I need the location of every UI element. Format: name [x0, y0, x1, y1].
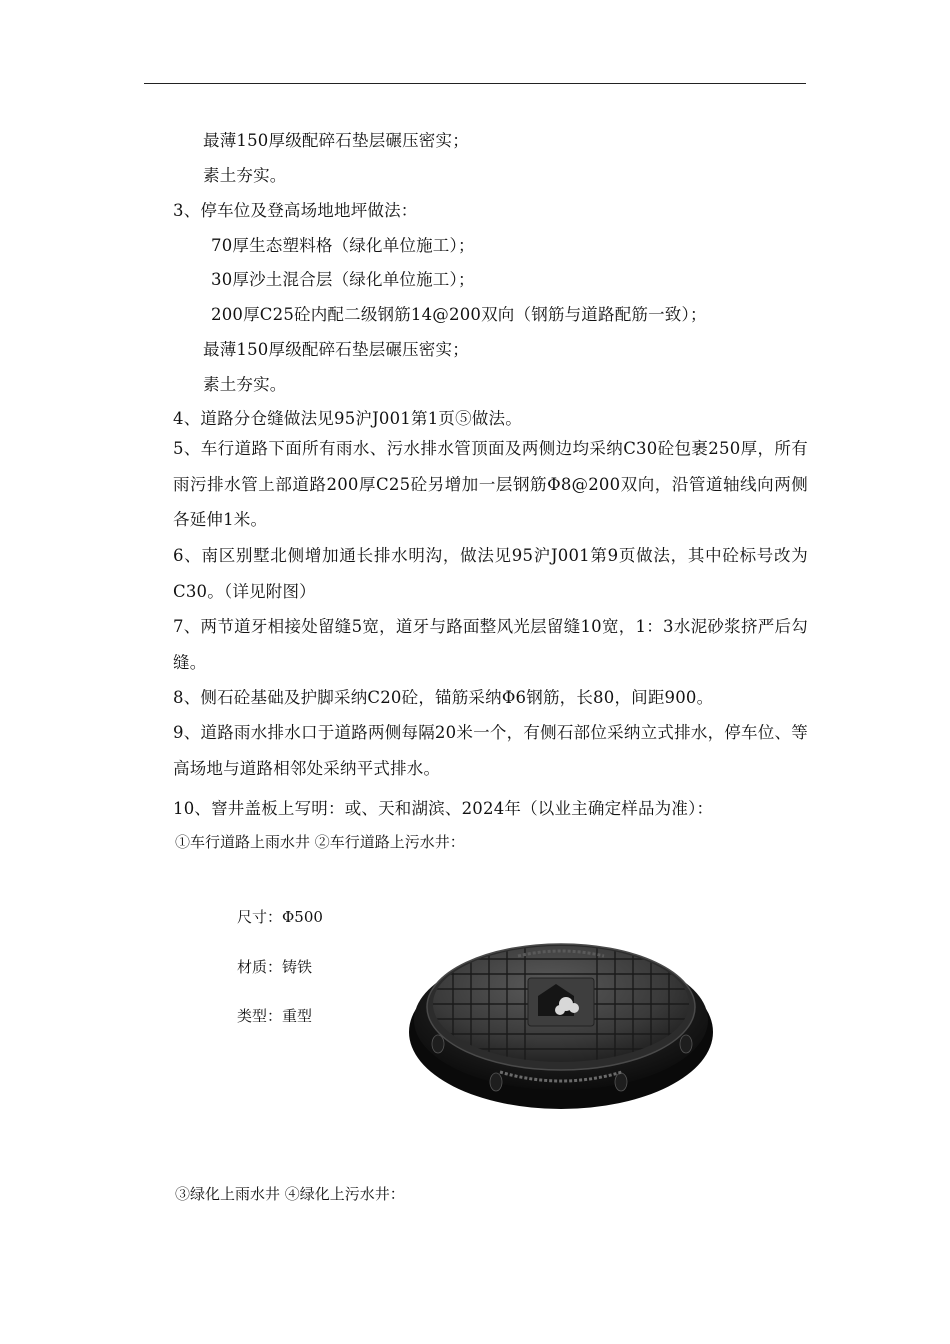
manhole-cover-image — [408, 934, 714, 1110]
figure-caption: ③绿化上雨水井 ④绿化上污水井： — [175, 1185, 405, 1203]
paragraph — [144, 609, 808, 680]
text-line: 素土夯实。 — [203, 375, 287, 394]
paragraph-text: 6、南区别墅北侧增加通长排水明沟，做法见95沪J001第9页做法，其中砼标号改为C30。（详见附图） — [173, 546, 808, 601]
text-line: 素土夯实。 — [203, 166, 287, 185]
paragraph — [144, 538, 808, 609]
paragraph-text: 5、车行道路下面所有雨水、污水排水管顶面及两侧边均采纳C30砼包裹250厚，所有雨污排水管上部道路200厚C25砼另增加一层钢筋Φ8@200双向，沿管道轴线向两侧各延伸1米。 — [173, 439, 808, 529]
paragraph-text: 8、侧石砼基础及护脚采纳C20砼，锚筋采纳Φ6钢筋，长80，间距900。 — [173, 688, 714, 707]
paragraph-text: 10、窨井盖板上写明：或、天和湖滨、2024年（以业主确定样品为准）： — [173, 799, 714, 818]
text-line: 4、道路分仓缝做法见95沪J001第1页⑤做法。 — [173, 409, 522, 428]
paragraph-text: 7、两节道牙相接处留缝5宽，道牙与路面整风光层留缝10宽，1：3水泥砂浆挤严后勾缝。 — [173, 617, 808, 672]
text-line: 3、停车位及登高场地地坪做法： — [173, 201, 418, 220]
text-line: 70厚生态塑料格（绿化单位施工）； — [211, 236, 475, 255]
spec-type: 类型：重型 — [237, 1007, 313, 1025]
text-line: 最薄150厚级配碎石垫层碾压密实； — [203, 340, 469, 359]
paragraph — [144, 431, 808, 538]
text-line: 200厚C25砼内配二级钢筋14@200双向（钢筋与道路配筋一致）； — [211, 305, 707, 324]
text-line: 最薄150厚级配碎石垫层碾压密实； — [203, 131, 469, 150]
spec-size: 尺寸：Φ500 — [237, 908, 323, 926]
figure-caption: ①车行道路上雨水井 ②车行道路上污水井： — [175, 833, 465, 851]
paragraph — [144, 715, 808, 786]
paragraph — [144, 680, 808, 716]
spec-material: 材质：铸铁 — [237, 958, 313, 976]
header-rule — [144, 83, 806, 84]
paragraph-text: 9、道路雨水排水口于道路两侧每隔20米一个，有侧石部位采纳立式排水，停车位、等高场地与道路相邻处采纳平式排水。 — [173, 723, 808, 778]
text-line: 30厚沙土混合层（绿化单位施工）； — [211, 270, 475, 289]
